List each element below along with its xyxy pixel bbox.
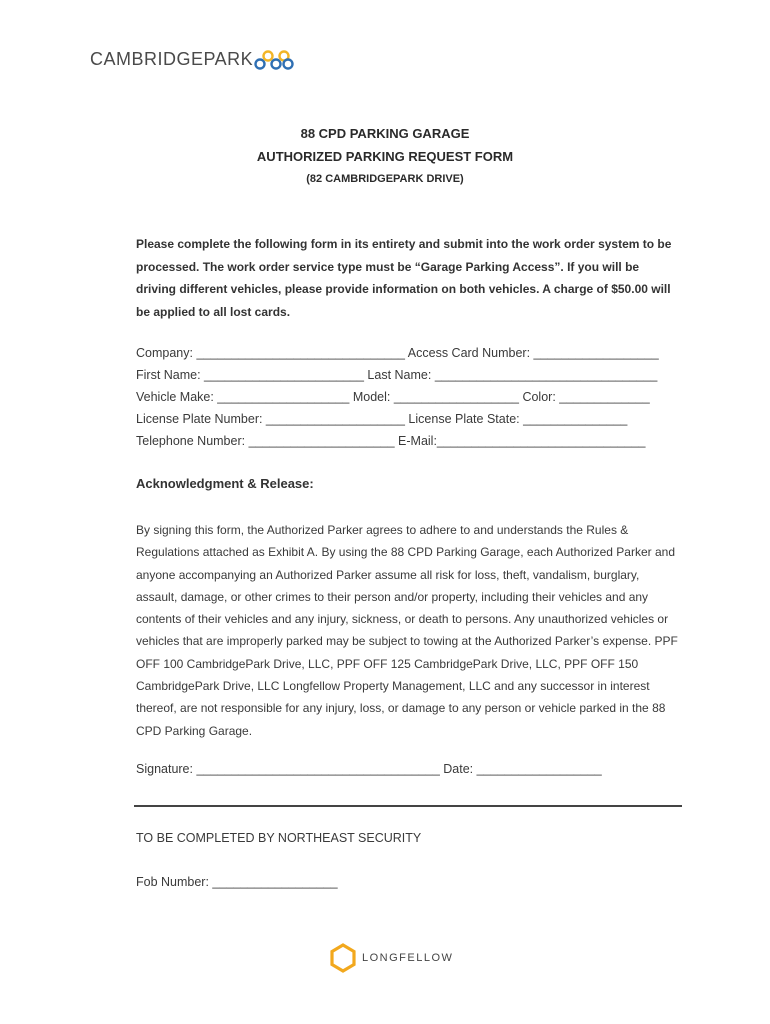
title-line-1: 88 CPD PARKING GARAGE <box>300 126 470 141</box>
section-divider <box>134 805 682 807</box>
form-fields <box>136 342 681 452</box>
company-access-card-field[interactable]: Company: ______________________________ Access Card Number: __________________ <box>136 346 659 360</box>
security-section-heading: TO BE COMPLETED BY NORTHEAST SECURITY <box>136 831 422 845</box>
hexagon-logo-icon <box>330 943 356 973</box>
acknowledgment-heading: Acknowledgment & Release: <box>136 476 314 491</box>
name-field[interactable]: First Name: _______________________ Last Name: ________________________________ <box>136 368 658 382</box>
acknowledgment-body: By signing this form, the Authorized Parker agrees to adhere to and understands the Rules & Regulations attached as Exhibit A. By using the 88 CPD Parking Garage, each Authorized Parker and anyone accompanying an Authorized Parker assume all risk for loss, theft, vandalism, burglary, assault, damage, or other crimes to their person and/or property, including their vehicles and any contents of their vehicles and any injury, sickness, or death to persons. Any unauthorized vehicles or vehicles that are improperly parked may be subject to towing at the Authorized Parker’s expense. PPF OFF 100 CambridgePark Drive, LLC, PPF OFF 125 CambridgePark Drive, LLC, PPF OFF 150 CambridgePark Drive, LLC Longfellow Property Management, LLC and any successor in interest thereof, are not responsible for any injury, loss, or damage to any person or vehicle parked in the 88 CPD Parking Garage. <box>136 523 678 738</box>
signature-date-field[interactable]: Signature: ___________________________________ Date: __________________ <box>136 762 602 776</box>
fob-number-field[interactable]: Fob Number: __________________ <box>136 875 338 889</box>
longfellow-logo-text: LONGFELLOW <box>362 952 454 964</box>
title-line-2: AUTHORIZED PARKING REQUEST FORM <box>256 149 514 164</box>
hexagon-rings-icon <box>254 46 294 72</box>
form-title <box>0 122 770 190</box>
license-plate-field[interactable]: License Plate Number: ____________________ License Plate State: _______________ <box>136 412 628 426</box>
longfellow-logo <box>330 943 453 973</box>
cambridgepark-logo <box>90 46 294 72</box>
cambridgepark-logo-text: CAMBRIDGEPARK <box>90 48 254 69</box>
intro-paragraph: Please complete the following form in its entirety and submit into the work order system to be processed. The work order service type must be “Garage Parking Access”. If you will be driving different vehicles, please provide information on both vehicles. A charge of $50.00 will be applied to all lost cards. <box>136 237 672 319</box>
contact-field[interactable]: Telephone Number: _____________________ E-Mail:______________________________ <box>136 434 646 448</box>
vehicle-field[interactable]: Vehicle Make: ___________________ Model: __________________ Color: _____________ <box>136 390 650 404</box>
title-line-3: (82 CAMBRIDGEPARK DRIVE) <box>306 173 464 185</box>
